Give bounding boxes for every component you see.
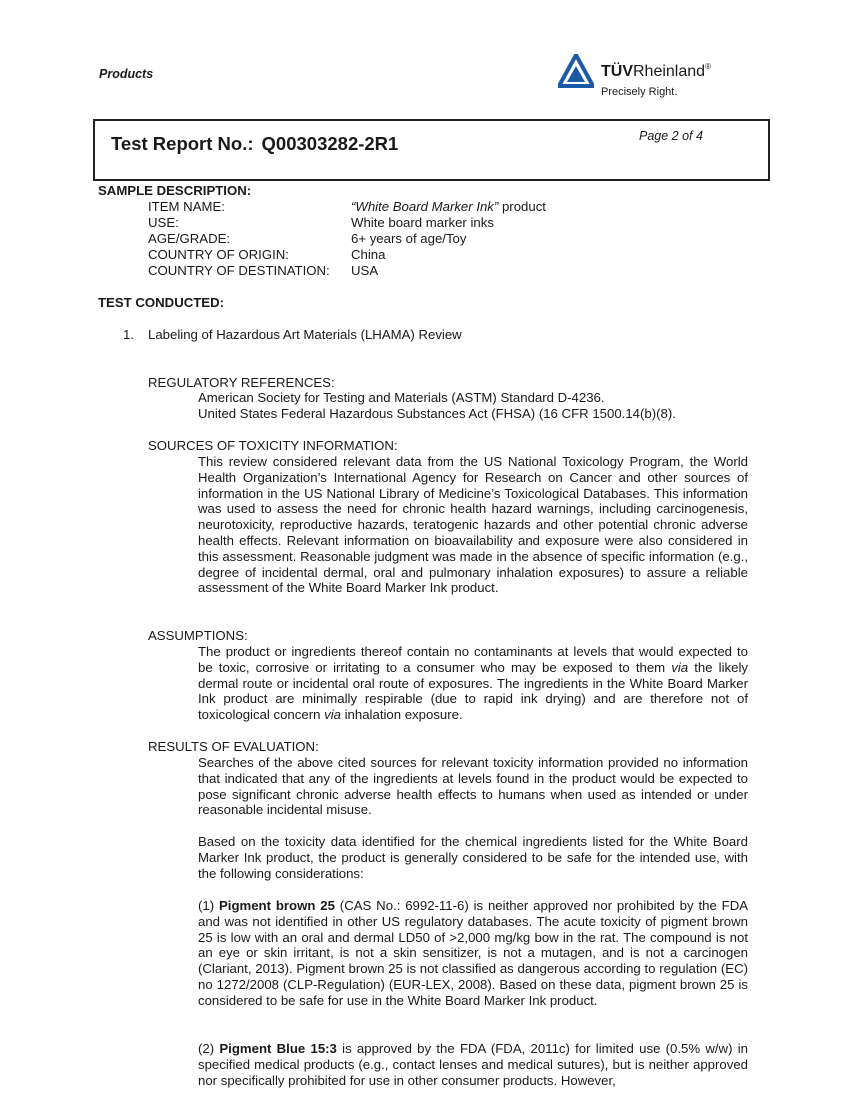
country-origin-value: China xyxy=(351,247,386,262)
use-label: USE: xyxy=(148,215,179,230)
results-paragraph: Based on the toxicity data identified for the chemical ingredients listed for the White Board Marker Ink product, the product is generally considered to be safe for the intended use, with the following considerations: xyxy=(198,834,748,881)
results-paragraph: Searches of the above cited sources for relevant toxicity information provided no information that indicated that any of the ingredients at levels found in the product would be expected to pose significant chronic adverse health effects to humans when used as intended or under reasonable incidental misuse. xyxy=(198,755,748,818)
test-item-title: Labeling of Hazardous Art Materials (LHAMA) Review xyxy=(148,327,462,342)
sources-paragraph: This review considered relevant data from the US National Toxicology Program, the World Health Organization’s International Agency for Research on Cancer and other sources of information in the US National Library of Medicine’s Toxicological Databases. This information was used to assess the need for chronic health hazard warnings, including carcinogenesis, neurotoxicity, reproductive hazards, teratogenic hazards and other potential chronic adverse health effects. Relevant information on bioavailability and exposure were also considered in this assessment. Reasonable judgment was made in the absence of specific information (e.g., degree of incidental dermal, oral and pulmonary inhalation exposures) to assure a reliable assessment of the White Board Marker Ink product. xyxy=(198,454,748,596)
country-destination-label: COUNTRY OF DESTINATION: xyxy=(148,263,330,278)
sources-heading: SOURCES OF TOXICITY INFORMATION: xyxy=(148,438,398,453)
country-destination-value: USA xyxy=(351,263,379,278)
sample-description-heading: SAMPLE DESCRIPTION: xyxy=(98,183,252,198)
brand-tagline: Precisely Right. xyxy=(601,86,678,98)
assumptions-heading: ASSUMPTIONS: xyxy=(148,628,248,643)
test-conducted-heading: TEST CONDUCTED: xyxy=(98,295,225,310)
age-grade-value: 6+ years of age/Toy xyxy=(351,231,467,246)
age-grade-label: AGE/GRADE: xyxy=(148,231,231,246)
pigment-brown-paragraph: (1) Pigment brown 25 (CAS No.: 6992-11-6) is neither approved nor prohibited by the FDA and was not identified in other US regulatory databases. The acute toxicity of pigment brown 25 is low with an oral and dermal LD50 of >2,000 mg/kg bow in the rat. The compound is not an eye or skin irritant, is not a skin sensitizer, is not a mutagen, and is not a carcinogen (Clariant, 2013). Pigment brown 25 is not classified as dangerous according to regulation (EC) no 1272/2008 (CLP-Regulation) (EUR-LEX, 2008). Based on these data, pigment brown 25 is considered to be safe for use in the White Board Marker Ink product. xyxy=(198,898,749,1008)
use-value: White board marker inks xyxy=(351,215,494,230)
regulatory-reference: American Society for Testing and Materials (ASTM) Standard D-4236. xyxy=(198,390,605,405)
assumptions-paragraph: The product or ingredients thereof contain no contaminants at levels that would expected to be toxic, corrosive or irritating to a consumer who may be exposed to them via the likely dermal route or incidental oral route of exposures. The ingredients in the White Board Marker Ink product are minimally respirable (due to rapid ink drying) and are therefore not of toxicological concern via inhalation exposure. xyxy=(198,644,748,723)
report-title: Test Report No.: Q00303282-2R1 xyxy=(111,133,399,154)
item-name-label: ITEM NAME: xyxy=(148,199,225,214)
pigment-blue-paragraph: (2) Pigment Blue 15:3 is approved by the FDA (FDA, 2011c) for limited use (0.5% w/w) in specified medical products (e.g., contact lenses and medical sutures), but is neither approved nor specifically prohibited for use in other consumer products. However, xyxy=(198,1041,748,1088)
country-origin-label: COUNTRY OF ORIGIN: xyxy=(148,247,289,262)
test-item-number: 1. xyxy=(123,327,134,342)
regulatory-reference: United States Federal Hazardous Substances Act (FHSA) (16 CFR 1500.14(b)(8). xyxy=(198,406,676,421)
brand-name: TÜVRheinland® xyxy=(601,62,711,80)
page-number: Page 2 of 4 xyxy=(639,129,703,143)
regulatory-heading: REGULATORY REFERENCES: xyxy=(148,375,335,390)
report-title-box xyxy=(93,119,770,181)
report-number: Q00303282-2R1 xyxy=(261,133,399,154)
item-name-value: “White Board Marker Ink” product xyxy=(351,199,546,214)
tuv-rheinland-logo xyxy=(558,52,748,102)
triangle-logo-icon xyxy=(558,54,594,88)
results-heading: RESULTS OF EVALUATION: xyxy=(148,739,319,754)
section-label: Products xyxy=(99,67,154,81)
